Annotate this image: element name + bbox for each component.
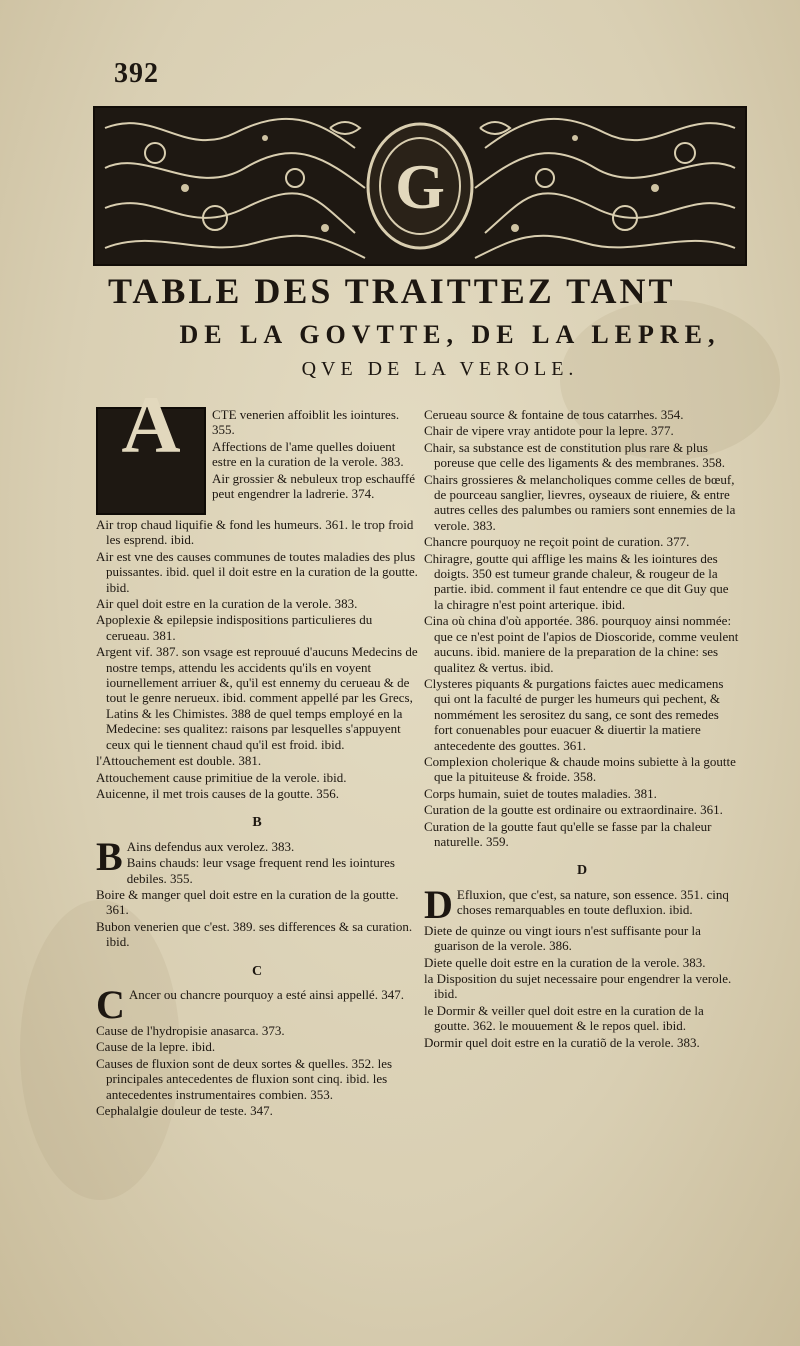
index-entry: Corps humain, suiet de toutes maladies. 381. xyxy=(424,785,657,801)
index-entry: Diete quelle doit estre en la curation de la verole. 383. xyxy=(424,954,706,970)
index-entry: Chair de vipere vray antidote pour la lepre. 377. xyxy=(424,423,674,439)
index-entry: CTE venerien affoiblit les iointures. 355. xyxy=(212,407,400,438)
index-entry: Cephalalgie douleur de teste. 347. xyxy=(96,1103,273,1118)
decorated-initial-a: A xyxy=(96,407,206,515)
initial-b: B xyxy=(96,833,123,879)
index-entry: Chiragre, goutte qui afflige les mains & les iointures des doigts. 350 est tumeur grande chaleur, & rougeur de la partie. ibid. comment il faut entendre ce que dit Guy que la chiragre n'est point arterique. ibid. xyxy=(424,550,729,612)
ornamental-headpiece xyxy=(93,106,747,266)
initial-c: C xyxy=(96,981,125,1027)
index-entry: Chancre pourquoy ne reçoit point de curation. 377. xyxy=(424,534,690,550)
index-entry: Bains chauds: leur vsage frequent rend les iointures debiles. 355. xyxy=(126,855,395,886)
index-entry: Clysteres piquants & purgations faictes auec medicamens qui ont la faculté de purger les humeurs qui pechent, & nommément les serositez du sang, ce sont des remedes fort conuenables pour euacuer & diuertir la matiere antecedente des gouttes. 361. xyxy=(424,675,724,753)
index-entry: Ains defendus aux verolez. 383. xyxy=(126,838,295,854)
section-letter-c: C xyxy=(251,963,263,979)
headpiece-ornament-icon xyxy=(95,108,745,264)
index-entry: la Disposition du sujet necessaire pour engendrer la verole. ibid. xyxy=(424,971,732,1002)
index-entry: Curation de la goutte est ordinaire ou extraordinaire. 361. xyxy=(424,802,723,818)
index-entry: Boire & manger quel doit estre en la curation de la goutte. 361. xyxy=(96,886,399,918)
index-entry: Cerueau source & fontaine de tous catarrhes. 354. xyxy=(424,407,684,422)
index-entry: l'Attouchement est double. 381. xyxy=(96,753,262,769)
index-column-left xyxy=(96,379,418,1119)
index-entry: Chairs grossieres & melancholiques comme celles de bœuf, de pourceau sanglier, lievres, oyseaux de riuiere, & entre autres celles des palumbes ou ramiers sont ennemies de la verole. 383. xyxy=(424,471,736,533)
headpiece-initial: G xyxy=(395,151,445,222)
table-title-line3: QVE DE LA VEROLE. xyxy=(301,358,579,380)
table-title-line1: TABLE DES TRAITTEZ TANT xyxy=(108,271,676,311)
index-entry: Air est vne des causes communes de toutes maladies des plus puissantes. ibid. quel il doit estre en la curation de la goutte. ibid. xyxy=(96,548,418,595)
index-entry: Air trop chaud liquifie & fond les humeurs. 361. le trop froid les esprend. ibid. xyxy=(96,517,414,548)
index-entry: Curation de la goutte faut qu'elle se fasse par la chaleur naturelle. 359. xyxy=(424,818,712,849)
page-number: 392 xyxy=(114,58,159,89)
index-entry: Dormir quel doit estre en la curatiõ de la verole. 383. xyxy=(424,1034,700,1050)
initial-d: D xyxy=(424,881,453,927)
index-entry: Causes de fluxion sont de deux sortes & quelles. 352. les principales antecedentes de fluxion sont cinq. ibid. les antecedentes instrumentaires combien. 353. xyxy=(96,1055,393,1102)
index-entry: Complexion cholerique & chaude moins subiette à la goutte que la pituiteuse & froide. 358. xyxy=(424,753,736,785)
index-entry: Bubon venerien que c'est. 389. ses differences & sa curation. ibid. xyxy=(96,918,413,950)
index-entry: Cause de la lepre. ibid. xyxy=(96,1039,216,1055)
section-letter-d: D xyxy=(576,863,588,879)
index-entry: Air grossier & nebuleux trop eschauffé peut engendrer la ladrerie. 374. xyxy=(212,470,416,502)
index-entry: Argent vif. 387. son vsage est reprouué d'aucuns Medecins de nostre temps, attendu les accidents qu'ils en voyent iournellement arriuer &, qu'il est ennemy du cerueau & de tout le genre nerueux. ibid. comment appellé par les Grecs, Latins & les Chimistes. 388 de quel temps employé en la Medecine: ses qualitez: raisons par lesquelles s'appuyent ceux qui le tiennent chaud qu'il est froid. ibid. xyxy=(96,644,418,752)
index-entry: Cause de l'hydropisie anasarca. 373. xyxy=(96,1022,285,1038)
table-title-line2: DE LA GOVTTE, DE LA LEPRE, xyxy=(179,320,721,349)
index-entry: le Dormir & veiller quel doit estre en la curation de la goutte. 362. le mouuement & le repos quel. ibid. xyxy=(424,1002,704,1034)
index-entry: Efluxion, que c'est, sa nature, son essence. 351. cinq choses remarquables en toute defluxion. ibid. xyxy=(456,886,729,918)
section-letter-b: B xyxy=(252,815,262,831)
index-entry: Ancer ou chancre pourquoy a esté ainsi appellé. 347. xyxy=(128,986,404,1002)
index-entry: Auicenne, il met trois causes de la goutte. 356. xyxy=(96,785,339,801)
index-entry: Chair, sa substance est de constitution plus rare & plus poreuse que celle des ligaments & des membranes. 358. xyxy=(424,439,725,471)
index-entry: Diete de quinze ou vingt iours n'est suffisante pour la guarison de la verole. 386. xyxy=(424,922,701,954)
index-entry: Apoplexie & epilepsie indispositions particulieres du cerueau. 381. xyxy=(96,612,373,643)
index-entry: Affections de l'ame quelles doiuent estre en la curation de la verole. 383. xyxy=(212,438,404,470)
index-entry: Air quel doit estre en la curation de la verole. 383. xyxy=(96,596,358,612)
index-entry: Cina où china d'où apportée. 386. pourquoy ainsi nommée: que ce n'est point de l'apios de Dioscoride, comme veulent aucuns. ibid. maniere de la preparation de la chine: ses qualitez & vertus. ibid. xyxy=(424,613,739,675)
index-entry: Attouchement cause primitiue de la verole. ibid. xyxy=(96,769,347,785)
index-column-right xyxy=(424,407,740,1051)
